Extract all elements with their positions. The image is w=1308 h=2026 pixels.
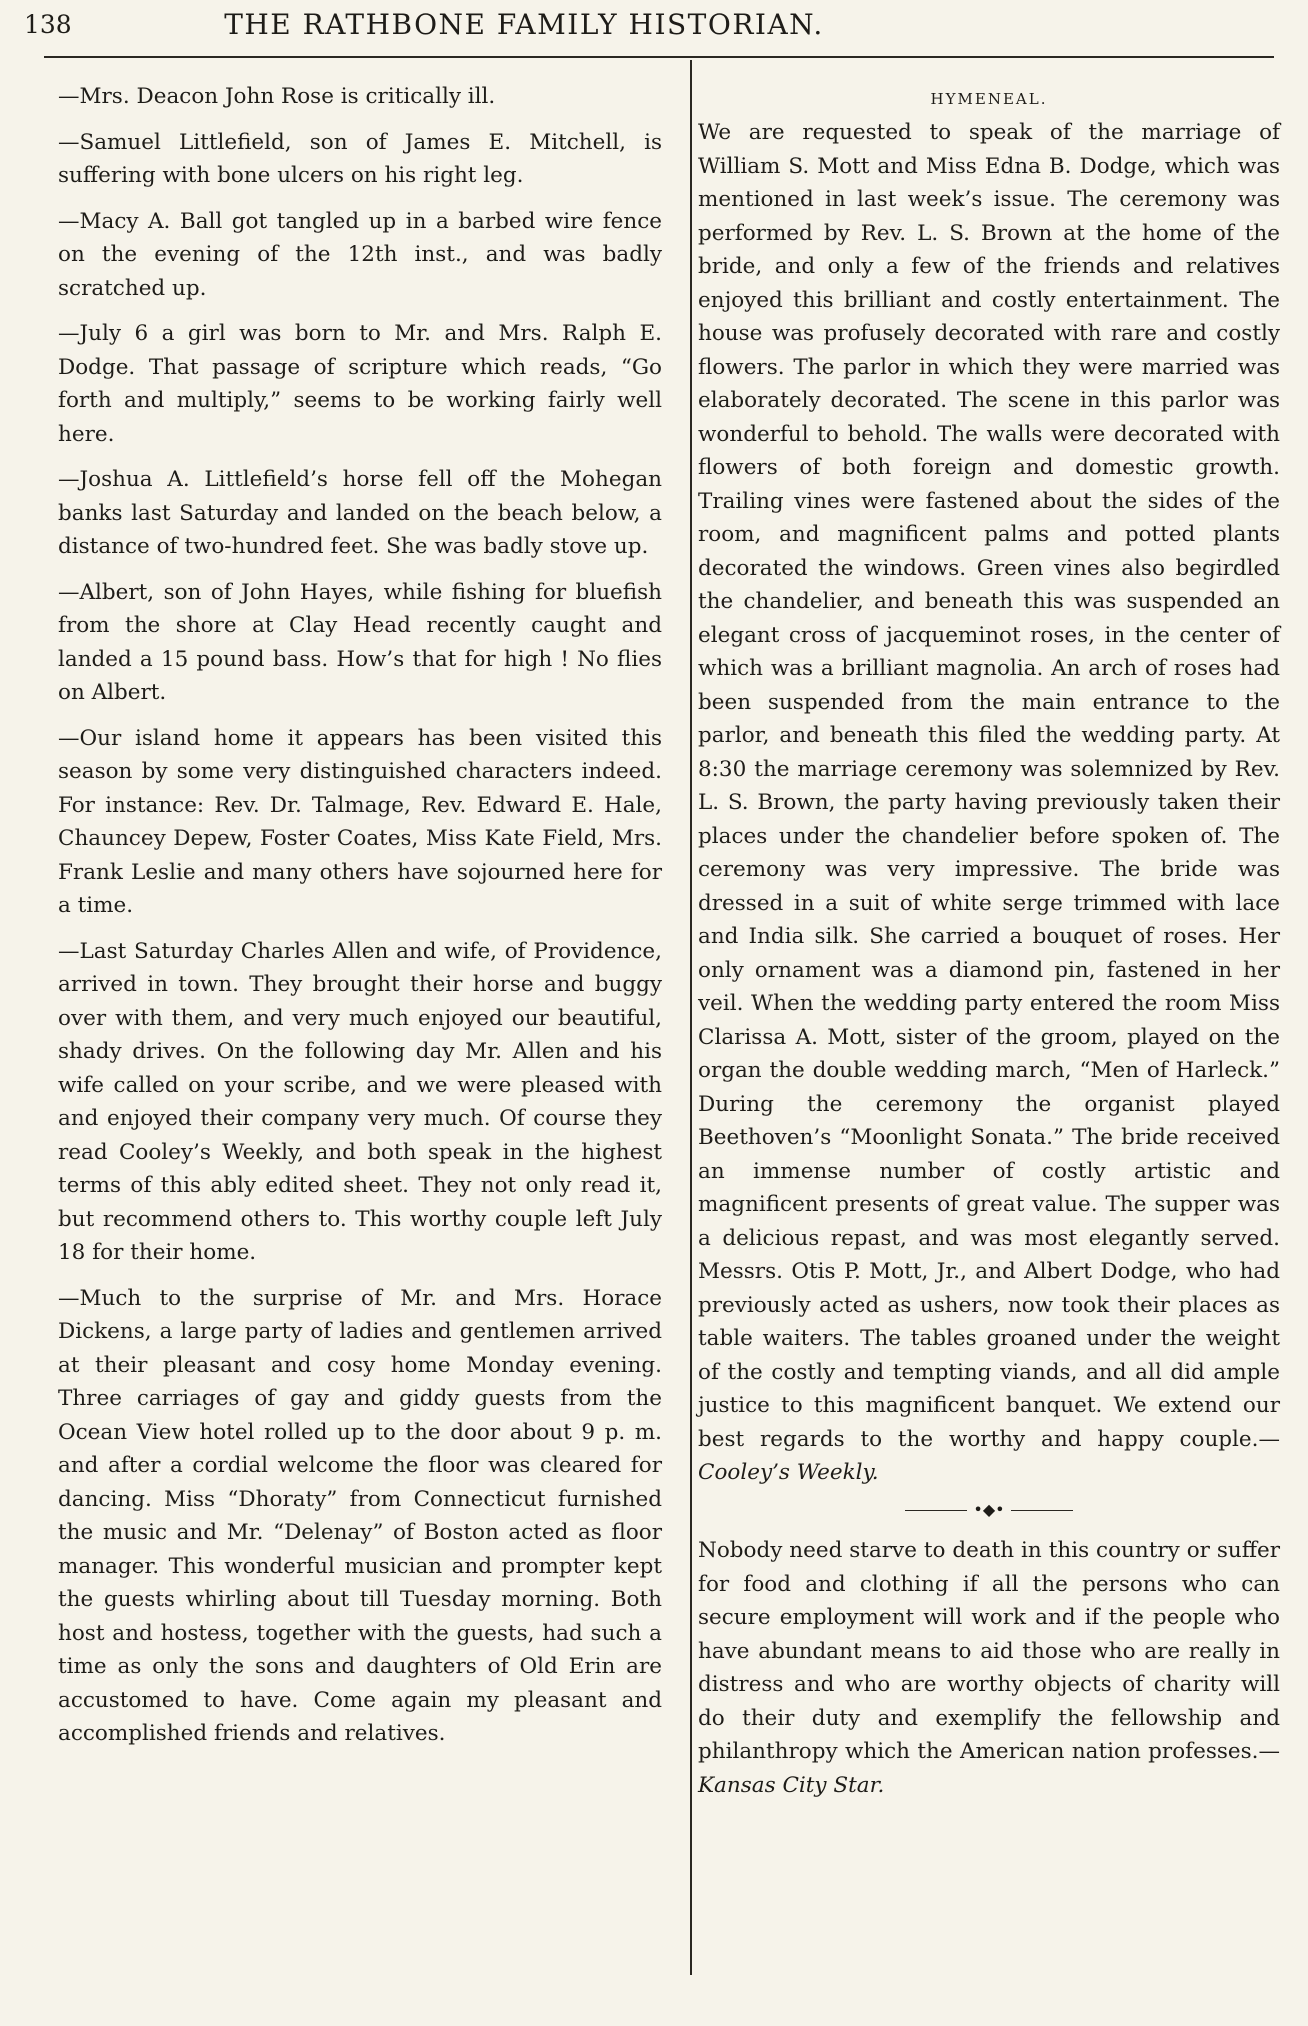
ornament-line-left (905, 1510, 967, 1511)
news-item: —Joshua A. Littlefield’s horse fell off the Mohegan banks last Saturday and landed on the beach below, a distance of two-hundred feet. She was badly stove up. (58, 467, 662, 559)
charity-source: Kansas City Star. (698, 1772, 885, 1798)
news-item: —Albert, son of John Hayes, while fishing for bluefish from the shore at Clay Head recently caught and landed a 15 pound bass. How’s that for high ! No flies on Albert. (58, 579, 662, 705)
separator-ornament (698, 1502, 1280, 1519)
charity-text: Nobody need starve to death in this country or suffer for food and clothing if all the persons who can secure employment will work and if the people who have abundant means to aid those who are really in distress and who are worthy objects of charity will do their duty and exemplify the fellowship and philanthropy which the American nation professes.— (698, 1538, 1280, 1764)
page-title: THE RATHBONE FAMILY HISTORIAN. (224, 8, 824, 41)
ornament-line-right (1011, 1510, 1073, 1511)
news-item: —July 6 a girl was born to Mr. and Mrs. Ralph E. Dodge. That passage of scripture which reads, “Go forth and multiply,” seems to be working fairly well here. (58, 321, 662, 447)
hymeneal-text: We are requested to speak of the marriage of William S. Mott and Miss Edna B. Dodge, which was mentioned in last week’s issue. The ceremony was performed by Rev. L. S. Brown at the home of the bride, and only a few of the friends and relatives enjoyed this brilliant and costly entertainment. The house was profusely decorated with rare and costly flowers. The parlor in which they were married was elaborately decorated. The scene in this parlor was wonderful to behold. The walls were decorated with flowers of both foreign and domestic growth. Trailing vines were fastened about the sides of the room, and magnificent palms and potted plants decorated the windows. Green vines also begirdled the chandelier, and beneath this was suspended an elegant cross of jacqueminot roses, in the center of which was a brilliant magnolia. An arch of roses had been suspended from the main entrance to the parlor, and beneath this filed the wedding party. At 8:30 the marriage ceremony was solemnized by Rev. L. S. Brown, the party having previously taken their places under the chandelier before spoken of. The ceremony was very impressive. The bride was dressed in a suit of white serge trimmed with lace and India silk. She carried a bouquet of roses. Her only ornament was a diamond pin, fastened in her veil. When the wedding party entered the room Miss Clarissa A. Mott, sister of the groom, played on the organ the double wedding march, “Men of Harleck.” During the ceremony the organist played Beethoven’s “Moonlight Sonata.” The bride received an immense number of costly artistic and magnificent presents of great value. The supper was a delicious repast, and was most elegantly served. Messrs. Otis P. Mott, Jr., and Albert Dodge, who had previously acted as ushers, now took their places as table waiters. The tables groaned under the weight of the costly and tempting viands, and all did ample justice to this magnificent banquet. We extend our best regards to the worthy and happy couple.— (698, 120, 1280, 1452)
news-item: —Mrs. Deacon John Rose is critically ill. (58, 84, 496, 109)
news-item: —Samuel Littlefield, son of James E. Mitchell, is suffering with bone ulcers on his right leg. (58, 129, 662, 188)
news-item: —Last Saturday Charles Allen and wife, of Providence, arrived in town. They brought their horse and buggy over with them, and very much enjoyed our beautiful, shady drives. On the following day Mr. Allen and his wife called on your scribe, and we were pleased with and enjoyed their company very much. Of course they read Cooley’s Weekly, and both speak in the highest terms of this ably edited sheet. They not only read it, but recommend others to. This worthy couple left July 18 for their home. (58, 938, 662, 1265)
news-item: —Macy A. Ball got tangled up in a barbed wire fence on the evening of the 12th inst., and was badly scratched up. (58, 208, 662, 301)
column-divider (690, 60, 692, 1975)
ornament-glyph: •◆• (973, 1500, 1005, 1519)
left-column (58, 80, 662, 1763)
section-title: HYMENEAL. (930, 90, 1048, 108)
charity-article (698, 1534, 1280, 1802)
hymeneal-article (698, 116, 1280, 1490)
right-column (698, 88, 1280, 1814)
page-number: 138 (24, 10, 72, 39)
news-item: —Our island home it appears has been visited this season by some very distinguished characters indeed. For instance: Rev. Dr. Talmage, Rev. Edward E. Hale, Chauncey Depew, Foster Coates, Miss Kate Field, Mrs. Frank Leslie and many others have sojourned here for a time. (58, 725, 662, 918)
page-header (24, 6, 1264, 52)
hymeneal-source: Cooley’s Weekly. (698, 1460, 879, 1485)
news-item: —Much to the surprise of Mr. and Mrs. Horace Dickens, a large party of ladies and gentlemen arrived at their pleasant and cosy home Monday evening. Three carriages of gay and giddy guests from the Ocean View hotel rolled up to the door about 9 p. m. and after a cordial welcome the floor was cleared for dancing. Miss “Dhoraty” from Connecticut furnished the music and Mr. “Delenay” of Boston acted as floor manager. This wonderful musician and prompter kept the guests whirling about till Tuesday morning. Both host and hostess, together with the guests, had such a time as only the sons and daughters of Old Erin are accustomed to have. Come again my pleasant and accomplished friends and relatives. (58, 1285, 662, 1746)
header-rule (44, 56, 1274, 58)
